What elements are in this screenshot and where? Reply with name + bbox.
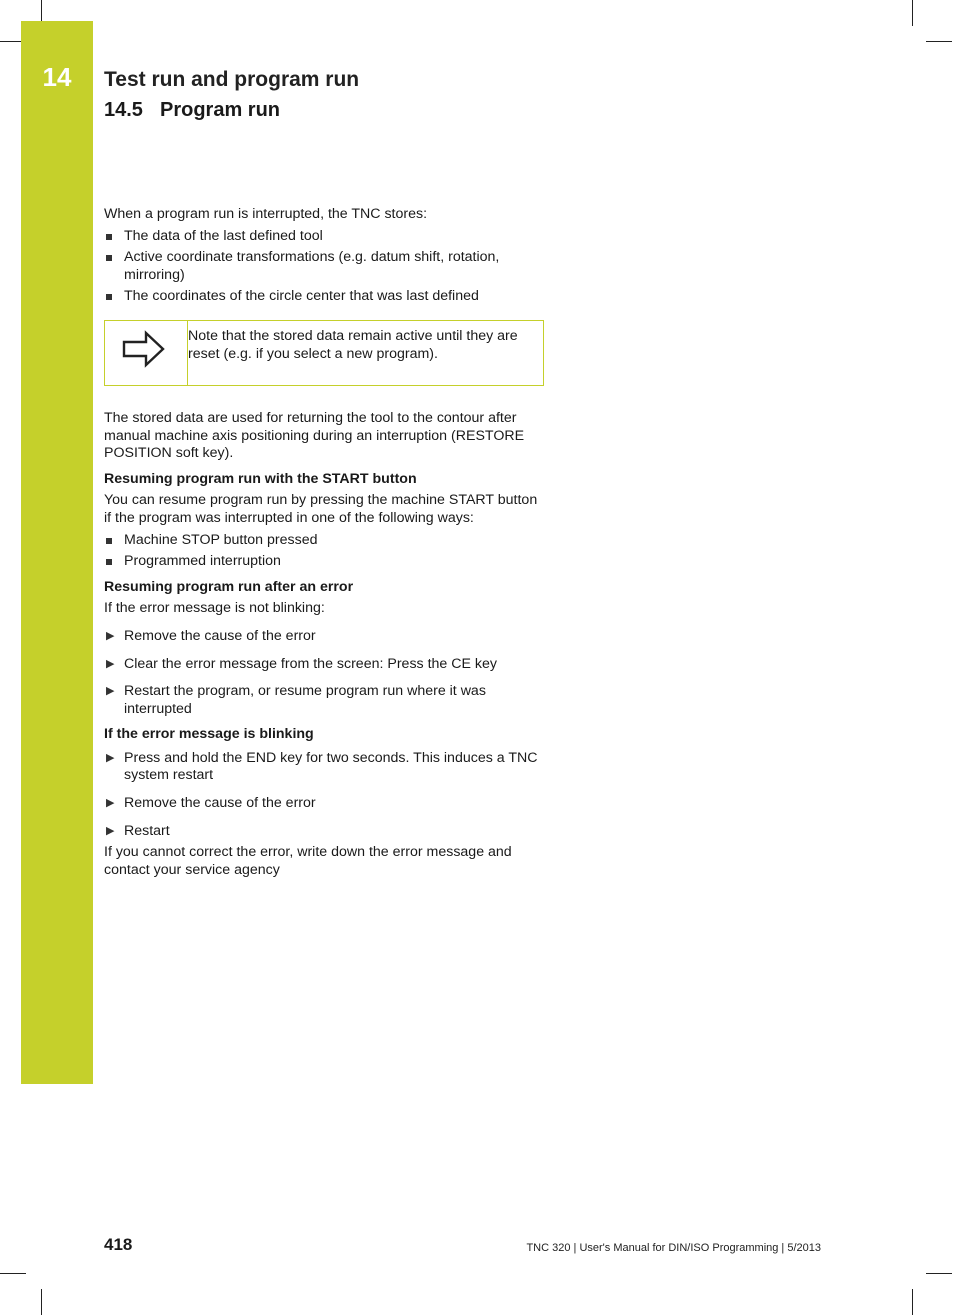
section-title-text: Program run xyxy=(160,99,281,121)
square-bullet-icon xyxy=(106,559,112,565)
intro-paragraph: When a program run is interrupted, the TNC stores: xyxy=(104,206,428,222)
interruption-list xyxy=(104,532,544,571)
list-item: ▶ Restart xyxy=(106,822,170,839)
triangle-bullet-icon: ▶ xyxy=(106,657,115,670)
triangle-bullet-icon: ▶ xyxy=(106,751,115,764)
blinking-steps-list xyxy=(104,750,544,840)
crop-mark xyxy=(0,1273,26,1274)
triangle-bullet-icon: ▶ xyxy=(106,685,115,698)
crop-mark xyxy=(926,1273,952,1274)
section-title xyxy=(104,99,280,122)
list-item: ▶ Press and hold the END key for two seconds. This induces a TNC system restart xyxy=(106,749,538,784)
list-item: ▶ Remove the cause of the error xyxy=(106,795,316,812)
chapter-number: 14 xyxy=(42,62,72,92)
note-text: Note that the stored data remain active until they are reset (e.g. if you select a new program). xyxy=(188,327,518,362)
footer-text: TNC 320 | User's Manual for DIN/ISO Programming | 5/2013 xyxy=(526,1242,821,1254)
crop-mark xyxy=(41,1289,42,1315)
triangle-bullet-icon: ▶ xyxy=(106,629,115,642)
crop-mark xyxy=(912,0,913,26)
resume-start-paragraph: You can resume program run by pressing the machine START button if the program was interrupted in one of the following ways: xyxy=(104,492,538,526)
note-box xyxy=(104,320,544,386)
list-item: ▶ Restart the program, or resume program run where it was interrupted xyxy=(106,683,486,717)
square-bullet-icon xyxy=(106,234,112,240)
stored-data-paragraph: The stored data are used for returning the tool to the contour after manual machine axis positioning during an interruption (RESTORE POSITION soft key). xyxy=(104,409,525,462)
page-number: 418 xyxy=(104,1235,133,1254)
square-bullet-icon xyxy=(106,255,112,261)
stored-items-list xyxy=(104,228,544,306)
list-item: The coordinates of the circle center that was last defined xyxy=(104,288,544,306)
chapter-title: Test run and program run xyxy=(104,68,360,91)
heading-resume-start: Resuming program run with the START button xyxy=(104,470,417,487)
list-item: ▶ Clear the error message from the screen: Press the CE key xyxy=(106,655,497,672)
crop-mark xyxy=(926,41,952,42)
note-icon-cell xyxy=(105,321,188,385)
chapter-side-bar xyxy=(21,21,93,1084)
heading-resume-error: Resuming program run after an error xyxy=(104,578,354,595)
list-item: The data of the last defined tool xyxy=(104,228,544,246)
list-item: Programmed interruption xyxy=(104,553,544,571)
triangle-bullet-icon: ▶ xyxy=(106,824,115,837)
square-bullet-icon xyxy=(106,294,112,300)
triangle-bullet-icon: ▶ xyxy=(106,797,115,810)
resume-error-paragraph: If the error message is not blinking: xyxy=(104,600,325,617)
heading-blinking: If the error message is blinking xyxy=(104,726,314,743)
list-item: Machine STOP button pressed xyxy=(104,532,544,550)
list-item: Active coordinate transformations (e.g. datum shift, rotation, mirroring) xyxy=(104,249,544,284)
closing-paragraph: If you cannot correct the error, write down the error message and contact your service agency xyxy=(104,844,512,878)
square-bullet-icon xyxy=(106,538,112,544)
arrow-right-icon xyxy=(121,329,167,369)
crop-mark xyxy=(912,1289,913,1315)
list-item: ▶ Remove the cause of the error xyxy=(106,627,316,644)
main-content xyxy=(104,206,544,879)
error-steps-list xyxy=(104,628,544,718)
section-number: 14.5 xyxy=(104,99,143,121)
